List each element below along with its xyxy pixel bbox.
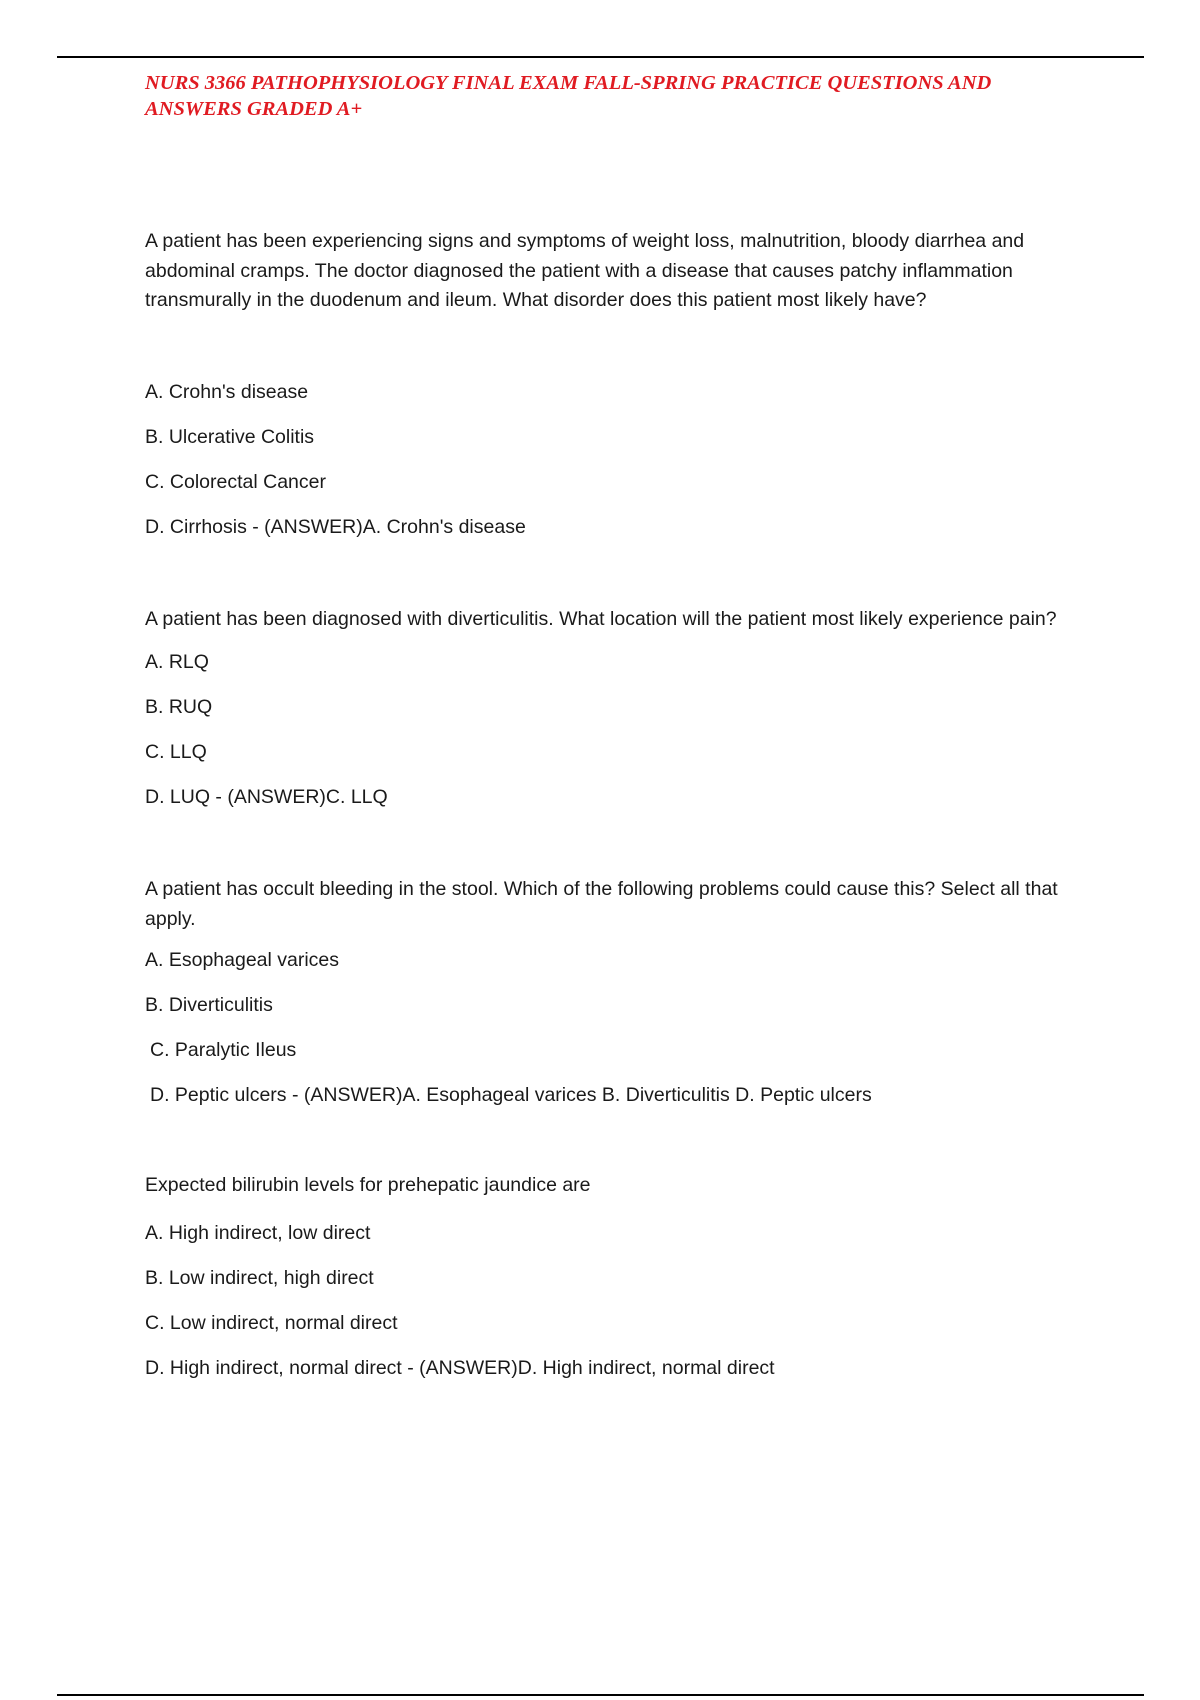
question-3 <box>145 875 1085 1107</box>
option-d-with-answer: D. Peptic ulcers - (ANSWER)A. Esophageal varices B. Diverticulitis D. Peptic ulcers <box>150 1084 872 1106</box>
document-title: NURS 3366 PATHOPHYSIOLOGY FINAL EXAM FALL-SPRING PRACTICE QUESTIONS AND ANSWERS GRADED A+ <box>145 72 992 120</box>
option-b: B. Ulcerative Colitis <box>145 425 315 448</box>
option-c: C. Paralytic Ileus <box>150 1039 297 1061</box>
option-a: A. Crohn's disease <box>145 380 309 403</box>
question-list <box>145 227 1085 1380</box>
top-divider <box>57 56 1144 58</box>
option-c: C. Low indirect, normal direct <box>145 1311 398 1334</box>
option-d-with-answer: D. High indirect, normal direct - (ANSWER)D. High indirect, normal direct <box>145 1356 775 1379</box>
question-stem: A patient has been experiencing signs and symptoms of weight loss, malnutrition, bloody diarrhea and abdominal cramps. The doctor diagnosed the patient with a disease that causes patchy inflammation transmurally in the duodenum and ileum. What disorder does this patient most likely have? <box>145 230 1025 311</box>
option-d-with-answer: D. Cirrhosis - (ANSWER)A. Crohn's disease <box>145 515 526 538</box>
option-a: A. RLQ <box>145 651 209 673</box>
option-b: B. Diverticulitis <box>145 994 273 1016</box>
option-d-with-answer: D. LUQ - (ANSWER)C. LLQ <box>145 786 388 808</box>
question-stem: A patient has occult bleeding in the stool. Which of the following problems could cause this? Select all that apply. <box>145 878 1058 930</box>
option-c: C. Colorectal Cancer <box>145 470 326 493</box>
question-1 <box>145 227 1085 539</box>
option-c: C. LLQ <box>145 741 207 763</box>
option-a: A. High indirect, low direct <box>145 1221 371 1244</box>
option-b: B. RUQ <box>145 696 213 718</box>
question-stem: A patient has been diagnosed with diverticulitis. What location will the patient most likely experience pain? <box>145 607 1057 630</box>
question-stem: Expected bilirubin levels for prehepatic jaundice are <box>145 1174 591 1196</box>
question-4 <box>145 1171 1085 1380</box>
question-2 <box>145 605 1085 810</box>
option-a: A. Esophageal varices <box>145 949 340 971</box>
option-b: B. Low indirect, high direct <box>145 1266 374 1289</box>
bottom-divider <box>57 1694 1144 1696</box>
